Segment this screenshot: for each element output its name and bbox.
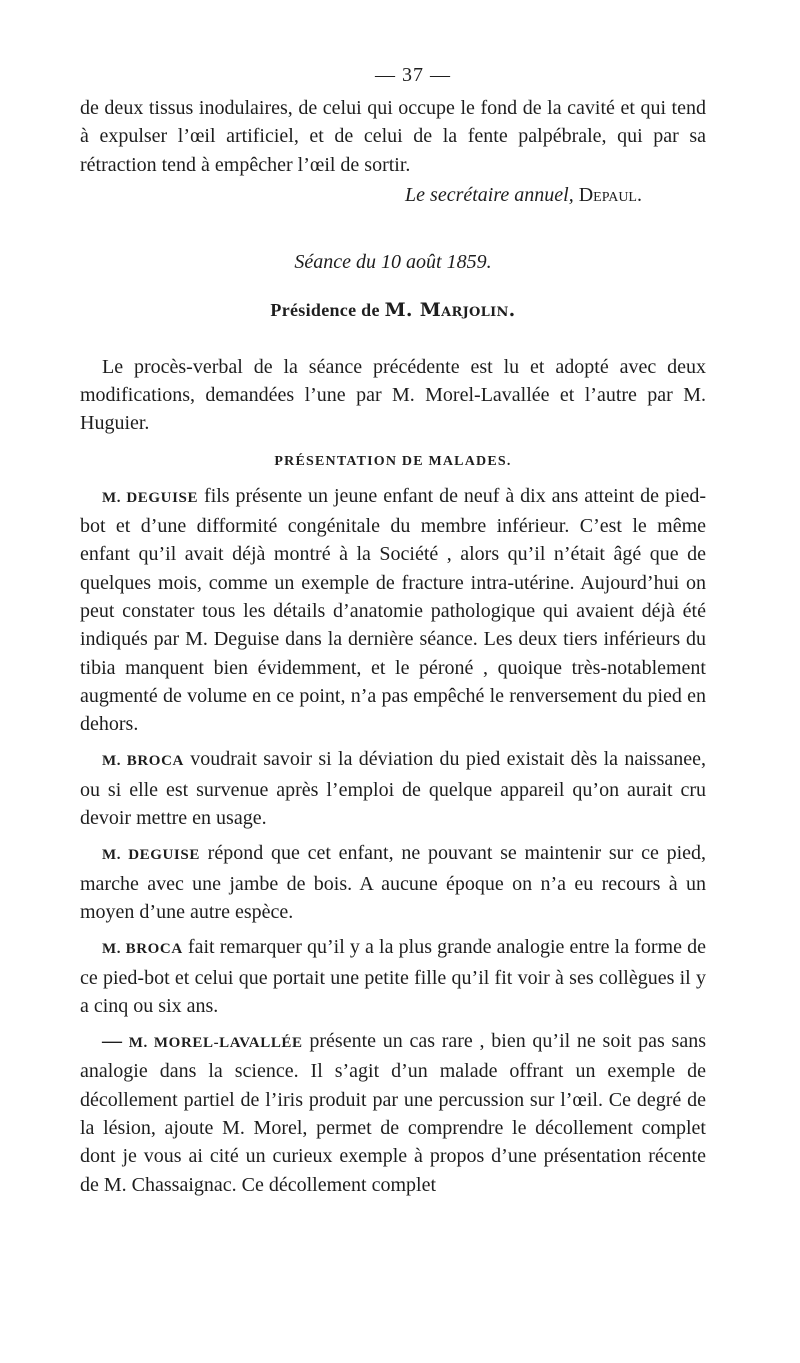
- entry-text: répond que cet enfant, ne pouvant se maintenir sur ce pied, marche avec une jambe de bois. A aucune époque on n’a eu recours à un moyen d’une autre espèce.: [80, 842, 707, 923]
- page-number: — 37 —: [375, 64, 451, 86]
- signature-role: Le secrétaire annuel,: [405, 183, 574, 206]
- entry-speaker: M. BROCA: [102, 753, 184, 770]
- entry-broca-question: [80, 745, 706, 832]
- entry-text: présente un cas rare , bien qu’il ne soit pas sans analogie dans la science. Il s’agit d’un malade offrant un exemple de décollement partiel de l’iris produit par une percussion sur l’œil. Ce degré de la lésion, ajoute M. Morel, permet de comprendre le décollement complet dont je vous ai cité un curieux exemple à propos d’une présentation récente de M. Chassaignac. Ce décollement complet: [80, 1030, 706, 1196]
- document-page: [80, 62, 706, 1206]
- secretary-signature: [80, 181, 706, 209]
- entry-text: fait remarquer qu’il y a la plus grande analogie entre la forme de ce pied-bot et celui que portait une petite fille qu’il fit voir à ses collègues il y a cinq ou six ans.: [80, 936, 706, 1017]
- session-title: Séance du 10 août 1859.: [294, 250, 492, 273]
- section-heading: PRÉSENTATION DE MALADES.: [274, 453, 512, 469]
- presidency-line: [80, 297, 706, 323]
- entry-dash: —: [102, 1030, 122, 1053]
- entry-speaker: M. DEGUISE: [102, 489, 199, 506]
- entry-speaker: M. DEGUISE: [102, 847, 200, 864]
- entry-speaker: M. MOREL-LAVALLÉE: [128, 1035, 303, 1052]
- opening-paragraph: de deux tissus inodulaires, de celui qui occupe le fond de la cavité et qui tend à expulser l’œil artificiel, et de celui de la fente palpébrale, qui par sa rétraction tend à empêcher l’œil de sortir.: [80, 97, 706, 176]
- presidency-prefix: Présidence de: [270, 299, 380, 320]
- entry-broca-remark: [80, 933, 706, 1020]
- entry-morel-lavallee: [80, 1027, 706, 1199]
- presidency-name: M. Marjolin.: [384, 298, 516, 321]
- minutes-paragraph: Le procès-verbal de la séance précédente est lu et adopté avec deux modifications, demandées l’une par M. Morel-Lavallée et l’autre par M. Huguier.: [80, 355, 706, 435]
- entry-text: fils présente un jeune enfant de neuf à dix ans atteint de pied-bot et d’une difformité congénitale du membre inférieur. C’est le même enfant qu’il avait déjà montré à la Société , alors qu’il n’était âgé que de quelques mois, comme un exemple de fracture intra-utérine. Aujourd’hui on peut constater tous les détails d’anatomie pathologique qui avaient déjà été indiqués par M. Deguise dans la dernière séance. Les deux tiers inférieurs du tibia manquent bien évidemment, et le péroné , quoique très-notablement augmenté de volume en ce point, n’a pas empêché le renversement du pied en dehors.: [80, 484, 706, 736]
- entry-deguise-presentation: [80, 482, 706, 739]
- entry-speaker: M. BROCA: [102, 941, 183, 958]
- entry-text: voudrait savoir si la déviation du pied existait dès la naissanee, ou si elle est survenue après l’emploi de quelque appareil qu’on aurait cru devoir mettre en usage.: [80, 748, 706, 830]
- entry-deguise-reply: [80, 839, 706, 926]
- signature-name: Depaul.: [578, 183, 642, 206]
